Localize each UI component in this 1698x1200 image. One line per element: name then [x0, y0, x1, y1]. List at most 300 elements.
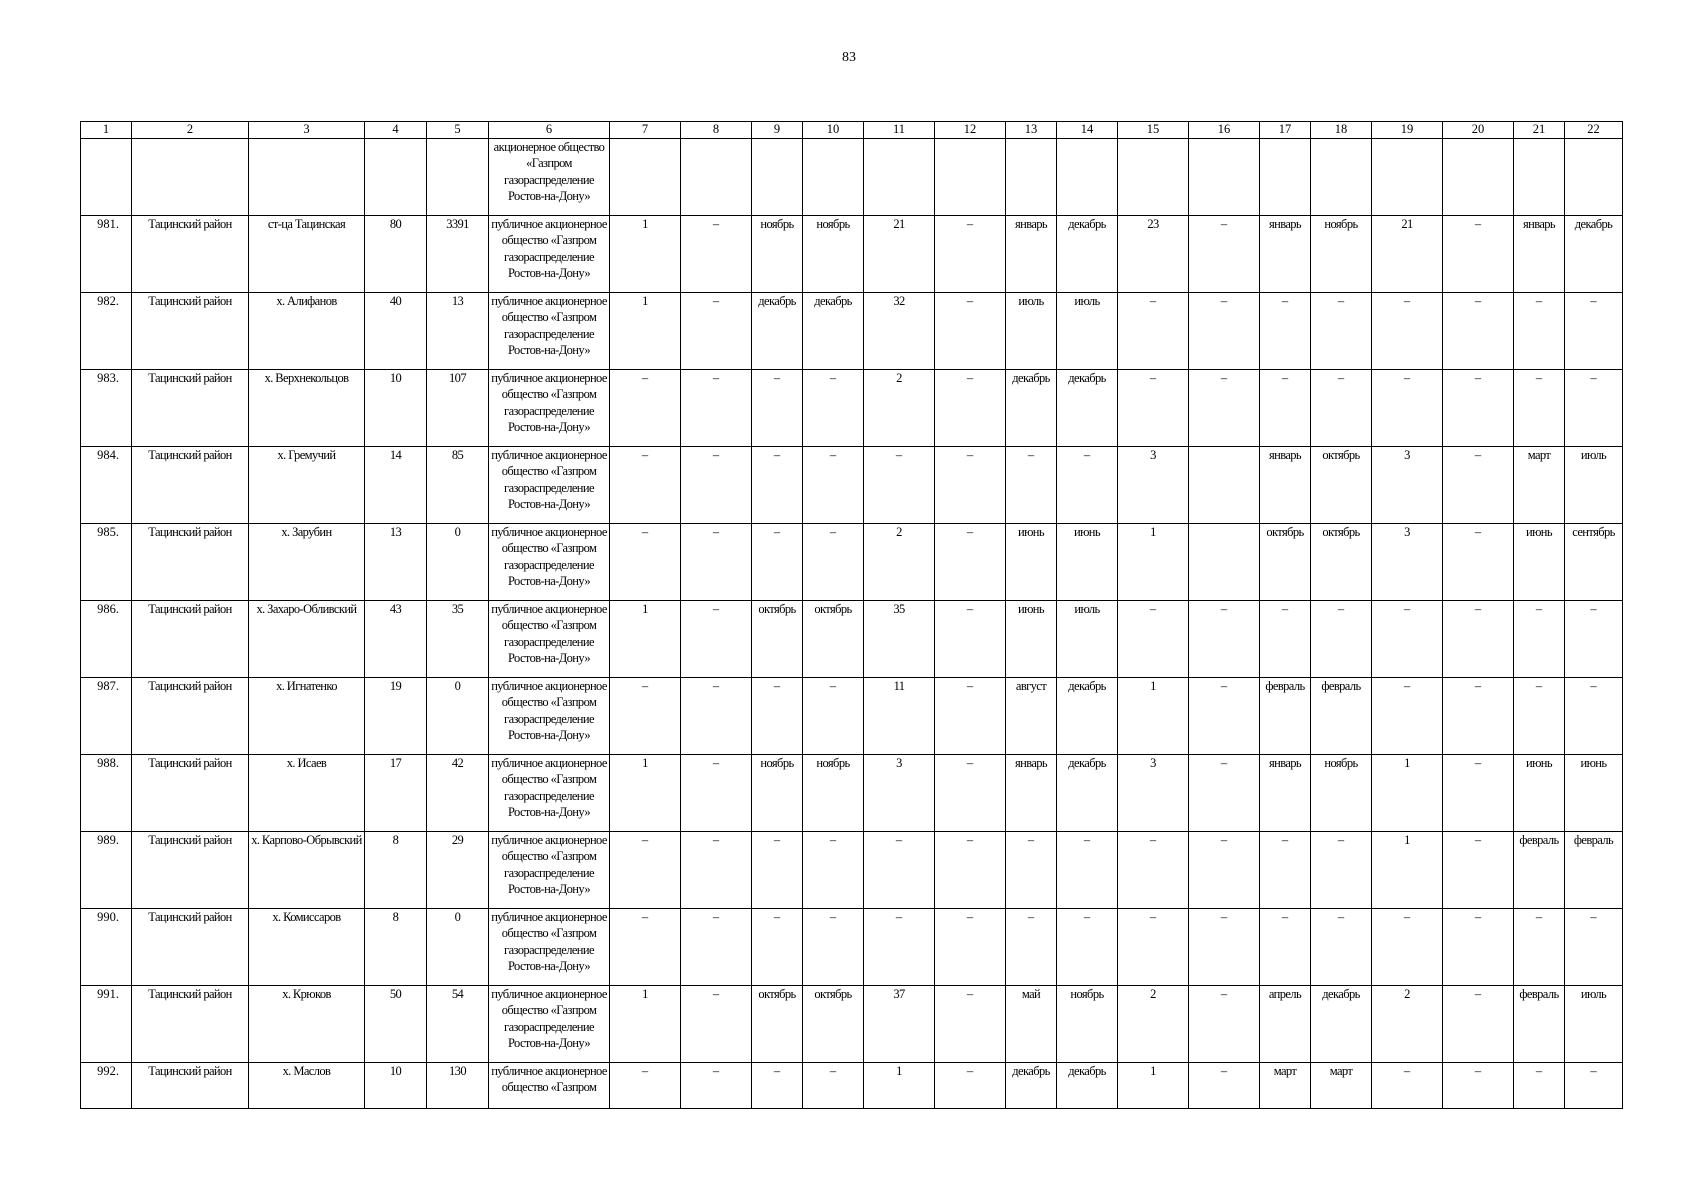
table-cell: 17	[365, 755, 427, 832]
table-cell: 1	[1372, 755, 1443, 832]
table-cell: 1	[1372, 832, 1443, 909]
table-cell: 985.	[81, 524, 132, 601]
table-cell	[1057, 139, 1118, 216]
table-cell: 3391	[427, 216, 489, 293]
table-cell: октябрь	[752, 601, 803, 678]
table-cell: 13	[365, 524, 427, 601]
table-cell: –	[610, 909, 681, 986]
table-cell: 85	[427, 447, 489, 524]
table-cell: –	[1443, 293, 1514, 370]
table-cell: –	[681, 678, 752, 755]
table-cell: –	[681, 293, 752, 370]
table-row	[81, 601, 1623, 678]
table-cell	[1514, 139, 1565, 216]
table-cell: –	[681, 447, 752, 524]
table-cell: –	[1565, 909, 1623, 986]
table-cell: –	[1311, 370, 1372, 447]
table-cell: июль	[1565, 447, 1623, 524]
table-cell: публичное акционерное общество «Газпром газораспределение Ростов-на-Дону»	[489, 447, 610, 524]
table-cell: –	[1118, 601, 1189, 678]
table-cell: х. Крюков	[249, 986, 365, 1063]
table-cell: 1	[864, 1063, 935, 1109]
table-cell: –	[1057, 909, 1118, 986]
table-cell: –	[752, 1063, 803, 1109]
table-cell: апрель	[1260, 986, 1311, 1063]
table-cell: –	[935, 293, 1006, 370]
table-cell: 1	[1118, 524, 1189, 601]
table-cell	[249, 139, 365, 216]
table-cell	[610, 139, 681, 216]
table-cell: июль	[1565, 986, 1623, 1063]
table-cell	[427, 139, 489, 216]
table-cell: публичное акционерное общество «Газпром газораспределение Ростов-на-Дону»	[489, 678, 610, 755]
table-cell: –	[864, 447, 935, 524]
table-cell: ст-ца Тацинская	[249, 216, 365, 293]
table-cell: –	[610, 524, 681, 601]
table-cell: –	[1311, 601, 1372, 678]
column-number-cell: 18	[1311, 122, 1372, 139]
table-cell: Тацинский район	[132, 678, 249, 755]
table-cell: 10	[365, 370, 427, 447]
table-cell: –	[803, 909, 864, 986]
table-cell: Тацинский район	[132, 986, 249, 1063]
table-cell: февраль	[1514, 986, 1565, 1063]
table-cell: –	[1189, 293, 1260, 370]
table-cell: –	[935, 447, 1006, 524]
table-cell: –	[1565, 678, 1623, 755]
table-cell: 2	[864, 524, 935, 601]
table-cell: июнь	[1514, 524, 1565, 601]
table-cell: –	[1443, 1063, 1514, 1109]
table-cell: ноябрь	[1311, 216, 1372, 293]
table-cell: 0	[427, 524, 489, 601]
table-cell	[365, 139, 427, 216]
table-cell: март	[1311, 1063, 1372, 1109]
table-cell	[1260, 139, 1311, 216]
table-cell: –	[681, 370, 752, 447]
table-cell: –	[1006, 832, 1057, 909]
table-cell: х. Гремучий	[249, 447, 365, 524]
table-cell: 19	[365, 678, 427, 755]
table-cell: 80	[365, 216, 427, 293]
continued-row	[81, 139, 1623, 216]
page-number: 83	[842, 50, 856, 65]
column-number-cell: 19	[1372, 122, 1443, 139]
table-cell: –	[1057, 447, 1118, 524]
table-cell: 43	[365, 601, 427, 678]
table-cell: публичное акционерное общество «Газпром газораспределение Ростов-на-Дону»	[489, 293, 610, 370]
table-cell: Тацинский район	[132, 601, 249, 678]
table-body	[81, 122, 1623, 1109]
table-cell: х. Исаев	[249, 755, 365, 832]
table-row	[81, 755, 1623, 832]
table-cell: –	[1260, 601, 1311, 678]
table-cell: –	[1565, 1063, 1623, 1109]
table-cell	[803, 139, 864, 216]
table-cell: –	[681, 909, 752, 986]
column-number-cell: 20	[1443, 122, 1514, 139]
table-cell: октябрь	[1260, 524, 1311, 601]
table-cell: декабрь	[1057, 216, 1118, 293]
table-cell: 40	[365, 293, 427, 370]
table-cell	[935, 139, 1006, 216]
table-cell: Тацинский район	[132, 755, 249, 832]
table-cell	[132, 139, 249, 216]
column-number-cell: 16	[1189, 122, 1260, 139]
table-cell: июнь	[1006, 601, 1057, 678]
table-cell: ноябрь	[1057, 986, 1118, 1063]
table-row	[81, 370, 1623, 447]
table-cell: –	[935, 755, 1006, 832]
table-cell: 3	[864, 755, 935, 832]
table-cell: –	[803, 832, 864, 909]
table-cell: Тацинский район	[132, 524, 249, 601]
table-cell: –	[935, 832, 1006, 909]
table-cell: –	[1514, 370, 1565, 447]
table-cell: –	[752, 678, 803, 755]
table-cell: –	[1189, 909, 1260, 986]
table-cell: –	[803, 370, 864, 447]
table-cell: –	[935, 601, 1006, 678]
column-number-cell: 11	[864, 122, 935, 139]
table-cell: –	[1514, 601, 1565, 678]
table-cell: –	[681, 524, 752, 601]
table-cell: х. Захаро-Обливский	[249, 601, 365, 678]
table-cell: –	[1443, 216, 1514, 293]
table-cell: июль	[1057, 293, 1118, 370]
table-cell: август	[1006, 678, 1057, 755]
table-cell	[1443, 139, 1514, 216]
table-cell: Тацинский район	[132, 293, 249, 370]
table-cell: 11	[864, 678, 935, 755]
table-cell: –	[1372, 909, 1443, 986]
column-number-cell: 1	[81, 122, 132, 139]
table-cell: 13	[427, 293, 489, 370]
table-cell: –	[1118, 370, 1189, 447]
table-cell: –	[1311, 832, 1372, 909]
table-cell: публичное акционерное общество «Газпром газораспределение Ростов-на-Дону»	[489, 601, 610, 678]
table-cell: –	[1514, 1063, 1565, 1109]
table-cell: 992.	[81, 1063, 132, 1109]
column-number-cell: 6	[489, 122, 610, 139]
table-cell: декабрь	[1006, 1063, 1057, 1109]
table-cell: январь	[1260, 447, 1311, 524]
table-cell: 1	[1118, 678, 1189, 755]
table-cell	[1118, 139, 1189, 216]
table-cell: Тацинский район	[132, 909, 249, 986]
table-cell: –	[864, 909, 935, 986]
table-cell: декабрь	[1057, 678, 1118, 755]
table-cell: –	[935, 1063, 1006, 1109]
table-cell: х. Игнатенко	[249, 678, 365, 755]
table-cell: х. Карпово-Обрывский	[249, 832, 365, 909]
table-cell: 37	[864, 986, 935, 1063]
table-cell: июль	[1057, 601, 1118, 678]
column-number-cell: 21	[1514, 122, 1565, 139]
table-cell: –	[1189, 1063, 1260, 1109]
table-cell: –	[1260, 909, 1311, 986]
gasification-schedule-table	[80, 121, 1623, 1109]
table-cell: январь	[1514, 216, 1565, 293]
table-cell: –	[1372, 370, 1443, 447]
table-cell: Тацинский район	[132, 447, 249, 524]
table-cell: –	[1443, 601, 1514, 678]
table-cell: –	[1372, 601, 1443, 678]
table-row	[81, 524, 1623, 601]
table-cell: –	[1372, 293, 1443, 370]
table-cell: декабрь	[1565, 216, 1623, 293]
table-cell: –	[803, 678, 864, 755]
table-cell: ноябрь	[1311, 755, 1372, 832]
table-cell: –	[935, 909, 1006, 986]
table-cell: 14	[365, 447, 427, 524]
table-cell: декабрь	[1311, 986, 1372, 1063]
table-cell: –	[1443, 832, 1514, 909]
table-cell: 32	[864, 293, 935, 370]
table-cell: –	[1443, 524, 1514, 601]
table-cell: 50	[365, 986, 427, 1063]
table-row	[81, 1063, 1623, 1109]
table-cell: –	[1565, 370, 1623, 447]
table-cell: –	[1118, 293, 1189, 370]
table-cell	[1372, 139, 1443, 216]
table-cell: –	[803, 1063, 864, 1109]
table-cell: –	[681, 601, 752, 678]
table-cell: ноябрь	[803, 755, 864, 832]
table-cell: декабрь	[1057, 370, 1118, 447]
table-cell: 3	[1118, 755, 1189, 832]
table-cell: –	[1514, 678, 1565, 755]
table-cell: 1	[610, 293, 681, 370]
table-cell: –	[752, 909, 803, 986]
table-cell: май	[1006, 986, 1057, 1063]
column-number-cell: 17	[1260, 122, 1311, 139]
table-cell: –	[1006, 447, 1057, 524]
table-row	[81, 832, 1623, 909]
table-cell: –	[1189, 370, 1260, 447]
table-cell: Тацинский район	[132, 216, 249, 293]
table-cell: публичное акционерное общество «Газпром газораспределение Ростов-на-Дону»	[489, 216, 610, 293]
column-number-cell: 3	[249, 122, 365, 139]
table-cell: декабрь	[752, 293, 803, 370]
table-cell: –	[681, 986, 752, 1063]
table-cell: –	[1443, 678, 1514, 755]
table-cell: 1	[1118, 1063, 1189, 1109]
table-cell: –	[1443, 986, 1514, 1063]
table-cell: –	[1565, 601, 1623, 678]
table-cell: –	[935, 524, 1006, 601]
table-cell: –	[1118, 909, 1189, 986]
table-cell: –	[803, 524, 864, 601]
table-cell: –	[610, 447, 681, 524]
table-cell: 1	[610, 986, 681, 1063]
table-row	[81, 678, 1623, 755]
table-cell: 21	[1372, 216, 1443, 293]
table-cell: 988.	[81, 755, 132, 832]
table-row	[81, 293, 1623, 370]
table-cell: 990.	[81, 909, 132, 986]
table-cell: –	[610, 1063, 681, 1109]
table-cell: декабрь	[1006, 370, 1057, 447]
table-cell: –	[1311, 909, 1372, 986]
table-row	[81, 216, 1623, 293]
table-cell: –	[1565, 293, 1623, 370]
table-cell: –	[610, 678, 681, 755]
table-cell: –	[1189, 832, 1260, 909]
table-cell: Тацинский район	[132, 832, 249, 909]
table-row	[81, 986, 1623, 1063]
table-cell: октябрь	[803, 601, 864, 678]
table-cell: 21	[864, 216, 935, 293]
table-cell: июнь	[1514, 755, 1565, 832]
table-cell: публичное акционерное общество «Газпром газораспределение Ростов-на-Дону»	[489, 909, 610, 986]
table-cell: –	[1189, 755, 1260, 832]
table-cell: –	[1189, 601, 1260, 678]
table-cell: х. Зарубин	[249, 524, 365, 601]
table-cell: декабрь	[1057, 1063, 1118, 1109]
table-cell: 981.	[81, 216, 132, 293]
table-cell: Тацинский район	[132, 370, 249, 447]
table-cell: Тацинский район	[132, 1063, 249, 1109]
table-cell: х. Верхнекольцов	[249, 370, 365, 447]
table-cell: 986.	[81, 601, 132, 678]
table-cell: 130	[427, 1063, 489, 1109]
table-cell: 2	[1118, 986, 1189, 1063]
table-cell: ноябрь	[803, 216, 864, 293]
table-cell: –	[1443, 447, 1514, 524]
table-cell: февраль	[1311, 678, 1372, 755]
table-cell: 35	[864, 601, 935, 678]
table-cell: –	[1189, 678, 1260, 755]
table-cell	[81, 139, 132, 216]
column-number-cell: 10	[803, 122, 864, 139]
table-cell: 35	[427, 601, 489, 678]
table-cell: х. Комиссаров	[249, 909, 365, 986]
table-cell: публичное акционерное общество «Газпром газораспределение Ростов-на-Дону»	[489, 370, 610, 447]
table-cell	[1189, 524, 1260, 601]
table-cell: –	[752, 832, 803, 909]
table-cell	[1006, 139, 1057, 216]
table-cell: –	[681, 832, 752, 909]
table-cell: 42	[427, 755, 489, 832]
table-cell: –	[1514, 909, 1565, 986]
column-number-cell: 8	[681, 122, 752, 139]
table-cell: публичное акционерное общество «Газпром газораспределение Ростов-на-Дону»	[489, 986, 610, 1063]
table-cell: март	[1260, 1063, 1311, 1109]
table-cell: февраль	[1565, 832, 1623, 909]
table-cell	[752, 139, 803, 216]
table-cell: 0	[427, 678, 489, 755]
table-cell: январь	[1006, 755, 1057, 832]
table-cell: июнь	[1057, 524, 1118, 601]
column-number-cell: 14	[1057, 122, 1118, 139]
table-cell: –	[1443, 909, 1514, 986]
table-cell: акционерное общество «Газпром газораспределение Ростов-на-Дону»	[489, 139, 610, 216]
table-cell: март	[1514, 447, 1565, 524]
table-cell: июль	[1006, 293, 1057, 370]
table-cell: –	[1118, 832, 1189, 909]
table-cell: 29	[427, 832, 489, 909]
table-cell: –	[1057, 832, 1118, 909]
table-cell	[864, 139, 935, 216]
table-cell: ноябрь	[752, 216, 803, 293]
table-cell: 8	[365, 909, 427, 986]
table-cell: –	[1514, 293, 1565, 370]
table-cell: –	[752, 524, 803, 601]
table-cell: 989.	[81, 832, 132, 909]
table-cell	[1311, 139, 1372, 216]
table-cell: –	[610, 370, 681, 447]
table-cell: –	[1311, 293, 1372, 370]
table-cell	[1565, 139, 1623, 216]
table-cell: –	[864, 832, 935, 909]
table-cell: –	[1260, 370, 1311, 447]
table-cell: 983.	[81, 370, 132, 447]
table-cell: –	[1443, 755, 1514, 832]
table-cell: публичное акционерное общество «Газпром газораспределение Ростов-на-Дону»	[489, 755, 610, 832]
table-cell: январь	[1260, 216, 1311, 293]
table-cell: –	[681, 216, 752, 293]
table-cell: февраль	[1260, 678, 1311, 755]
table-cell: декабрь	[1057, 755, 1118, 832]
table-cell: публичное акционерное общество «Газпром газораспределение Ростов-на-Дону»	[489, 832, 610, 909]
table-cell: –	[1189, 986, 1260, 1063]
table-cell: сентябрь	[1565, 524, 1623, 601]
table-cell: –	[1006, 909, 1057, 986]
table-cell: –	[1260, 293, 1311, 370]
column-number-cell: 7	[610, 122, 681, 139]
table-cell	[681, 139, 752, 216]
column-number-cell: 5	[427, 122, 489, 139]
table-cell: –	[1372, 1063, 1443, 1109]
table-cell: февраль	[1514, 832, 1565, 909]
table-cell	[1189, 139, 1260, 216]
table-cell: 984.	[81, 447, 132, 524]
table-cell: –	[1443, 370, 1514, 447]
table-cell: 0	[427, 909, 489, 986]
table-cell: 1	[610, 216, 681, 293]
table-cell: 1	[610, 601, 681, 678]
column-number-cell: 13	[1006, 122, 1057, 139]
table-cell: июнь	[1565, 755, 1623, 832]
table-cell: 3	[1118, 447, 1189, 524]
table-cell: –	[935, 986, 1006, 1063]
table-cell: октябрь	[803, 986, 864, 1063]
table-cell: –	[1260, 832, 1311, 909]
table-cell: публичное акционерное общество «Газпром	[489, 1063, 610, 1109]
table-cell: 1	[610, 755, 681, 832]
table-cell: 2	[864, 370, 935, 447]
table-cell: –	[681, 755, 752, 832]
table-cell: –	[610, 832, 681, 909]
column-number-cell: 12	[935, 122, 1006, 139]
table-cell: –	[752, 370, 803, 447]
table-row	[81, 447, 1623, 524]
table-cell: –	[1372, 678, 1443, 755]
table-cell: –	[752, 447, 803, 524]
table-cell: январь	[1260, 755, 1311, 832]
table-cell: 8	[365, 832, 427, 909]
column-number-cell: 9	[752, 122, 803, 139]
table-cell: –	[1189, 216, 1260, 293]
table-cell: 107	[427, 370, 489, 447]
table-cell: –	[935, 678, 1006, 755]
table-cell: 991.	[81, 986, 132, 1063]
table-cell: январь	[1006, 216, 1057, 293]
table-cell: 54	[427, 986, 489, 1063]
table-cell: х. Алифанов	[249, 293, 365, 370]
table-cell: –	[803, 447, 864, 524]
